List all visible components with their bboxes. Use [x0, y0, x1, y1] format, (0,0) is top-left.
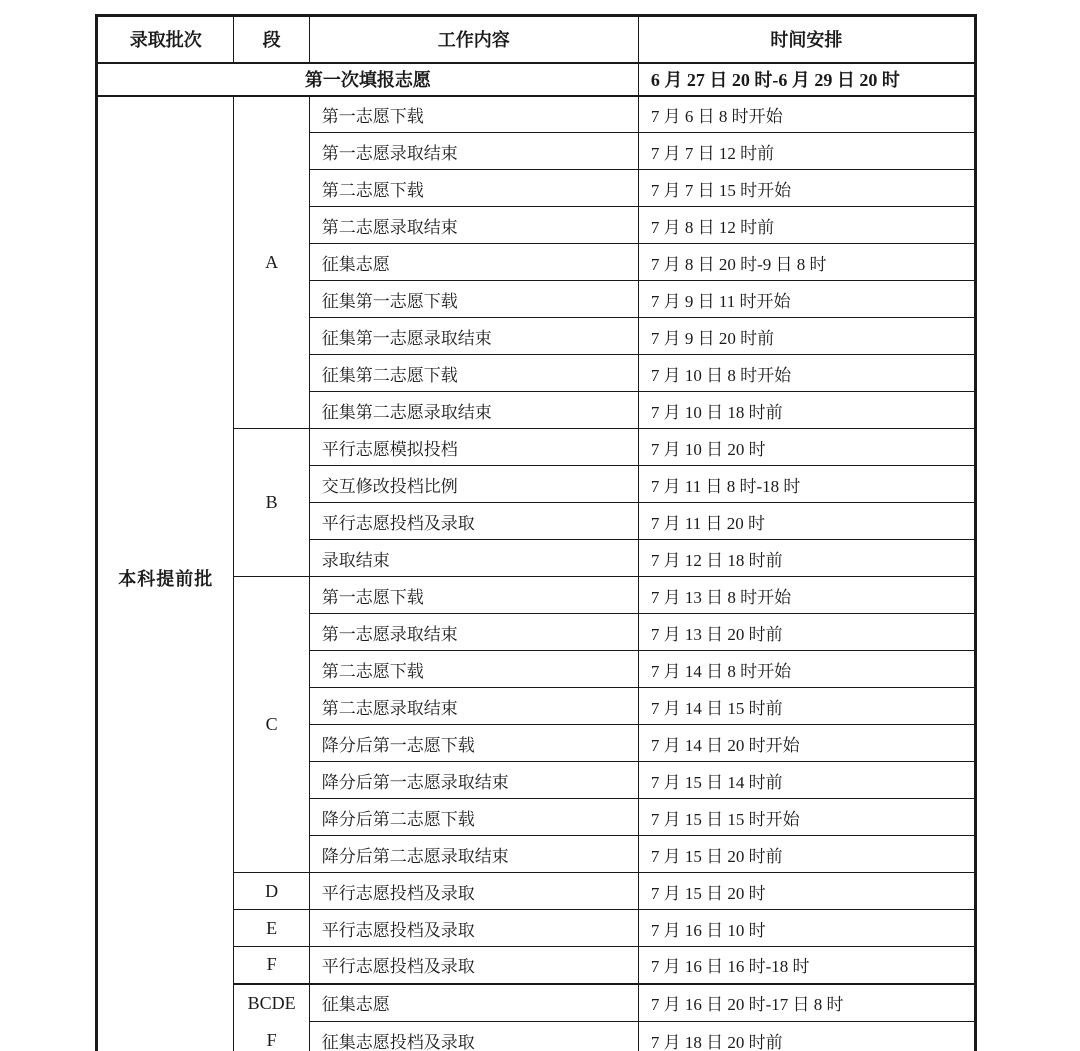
- time-cell: 7 月 14 日 8 时开始: [638, 651, 975, 688]
- time-cell: 7 月 7 日 15 时开始: [638, 170, 975, 207]
- time-cell: 7 月 16 日 16 时-18 时: [638, 947, 975, 984]
- time-cell: 7 月 12 日 18 时前: [638, 540, 975, 577]
- segment-cell-e: E: [234, 910, 309, 947]
- task-cell: 降分后第一志愿录取结束: [309, 762, 638, 799]
- task-cell: 征集志愿: [309, 244, 638, 281]
- task-cell: 第一志愿录取结束: [309, 133, 638, 170]
- task-cell: 征集第二志愿录取结束: [309, 392, 638, 429]
- first-fill-time: 6 月 27 日 20 时-6 月 29 日 20 时: [638, 63, 975, 96]
- time-cell: 7 月 14 日 15 时前: [638, 688, 975, 725]
- segment-cell-d: D: [234, 873, 309, 910]
- time-cell: 7 月 18 日 20 时前: [638, 1022, 975, 1051]
- time-cell: 7 月 15 日 20 时前: [638, 836, 975, 873]
- segment-cell-f: F: [234, 947, 309, 984]
- task-cell: 征集第二志愿下载: [309, 355, 638, 392]
- table-row: [97, 96, 976, 133]
- table-header-row: [97, 16, 976, 63]
- task-cell: 降分后第二志愿录取结束: [309, 836, 638, 873]
- header-cell-time: 时间安排: [638, 16, 975, 63]
- task-cell: 降分后第一志愿下载: [309, 725, 638, 762]
- time-cell: 7 月 9 日 20 时前: [638, 318, 975, 355]
- time-cell: 7 月 10 日 8 时开始: [638, 355, 975, 392]
- header-cell-segment: 段: [234, 16, 309, 63]
- task-cell: 平行志愿投档及录取: [309, 503, 638, 540]
- first-fill-label: 第一次填报志愿: [97, 63, 639, 96]
- task-cell: 录取结束: [309, 540, 638, 577]
- task-cell: 第二志愿下载: [309, 170, 638, 207]
- segment-cell-c: C: [234, 577, 309, 873]
- task-cell: 交互修改投档比例: [309, 466, 638, 503]
- task-cell: 平行志愿模拟投档: [309, 429, 638, 466]
- time-cell: 7 月 13 日 8 时开始: [638, 577, 975, 614]
- time-cell: 7 月 6 日 8 时开始: [638, 96, 975, 133]
- header-cell-task: 工作内容: [309, 16, 638, 63]
- header-cell-batch: 录取批次: [97, 16, 234, 63]
- segment-label-f: F: [266, 1029, 277, 1050]
- task-cell: 第一志愿录取结束: [309, 614, 638, 651]
- task-cell: 第二志愿录取结束: [309, 207, 638, 244]
- task-cell: 征集第一志愿下载: [309, 281, 638, 318]
- time-cell: 7 月 14 日 20 时开始: [638, 725, 975, 762]
- time-cell: 7 月 15 日 14 时前: [638, 762, 975, 799]
- time-cell: 7 月 11 日 20 时: [638, 503, 975, 540]
- first-fill-row: [97, 63, 976, 96]
- segment-cell-bcde-f: [234, 984, 309, 1051]
- segment-cell-b: B: [234, 429, 309, 577]
- time-cell: 7 月 9 日 11 时开始: [638, 281, 975, 318]
- time-cell: 7 月 11 日 8 时-18 时: [638, 466, 975, 503]
- time-cell: 7 月 15 日 20 时: [638, 873, 975, 910]
- time-cell: 7 月 7 日 12 时前: [638, 133, 975, 170]
- task-cell: 平行志愿投档及录取: [309, 910, 638, 947]
- admission-schedule-table: [95, 14, 977, 1051]
- time-cell: 7 月 10 日 18 时前: [638, 392, 975, 429]
- task-cell: 第一志愿下载: [309, 577, 638, 614]
- task-cell: 第一志愿下载: [309, 96, 638, 133]
- time-cell: 7 月 13 日 20 时前: [638, 614, 975, 651]
- batch-cell: 本科提前批: [97, 96, 234, 1051]
- task-cell: 第二志愿录取结束: [309, 688, 638, 725]
- task-cell: 降分后第二志愿下载: [309, 799, 638, 836]
- time-cell: 7 月 16 日 10 时: [638, 910, 975, 947]
- task-cell: 平行志愿投档及录取: [309, 873, 638, 910]
- time-cell: 7 月 8 日 20 时-9 日 8 时: [638, 244, 975, 281]
- task-cell: 征集志愿: [309, 984, 638, 1022]
- task-cell: 征集志愿投档及录取: [309, 1022, 638, 1051]
- time-cell: 7 月 10 日 20 时: [638, 429, 975, 466]
- task-cell: 征集第一志愿录取结束: [309, 318, 638, 355]
- time-cell: 7 月 16 日 20 时-17 日 8 时: [638, 984, 975, 1022]
- segment-cell-a: A: [234, 96, 309, 429]
- time-cell: 7 月 15 日 15 时开始: [638, 799, 975, 836]
- segment-label-bcde: BCDE: [247, 992, 296, 1013]
- task-cell: 第二志愿下载: [309, 651, 638, 688]
- task-cell: 平行志愿投档及录取: [309, 947, 638, 984]
- time-cell: 7 月 8 日 12 时前: [638, 207, 975, 244]
